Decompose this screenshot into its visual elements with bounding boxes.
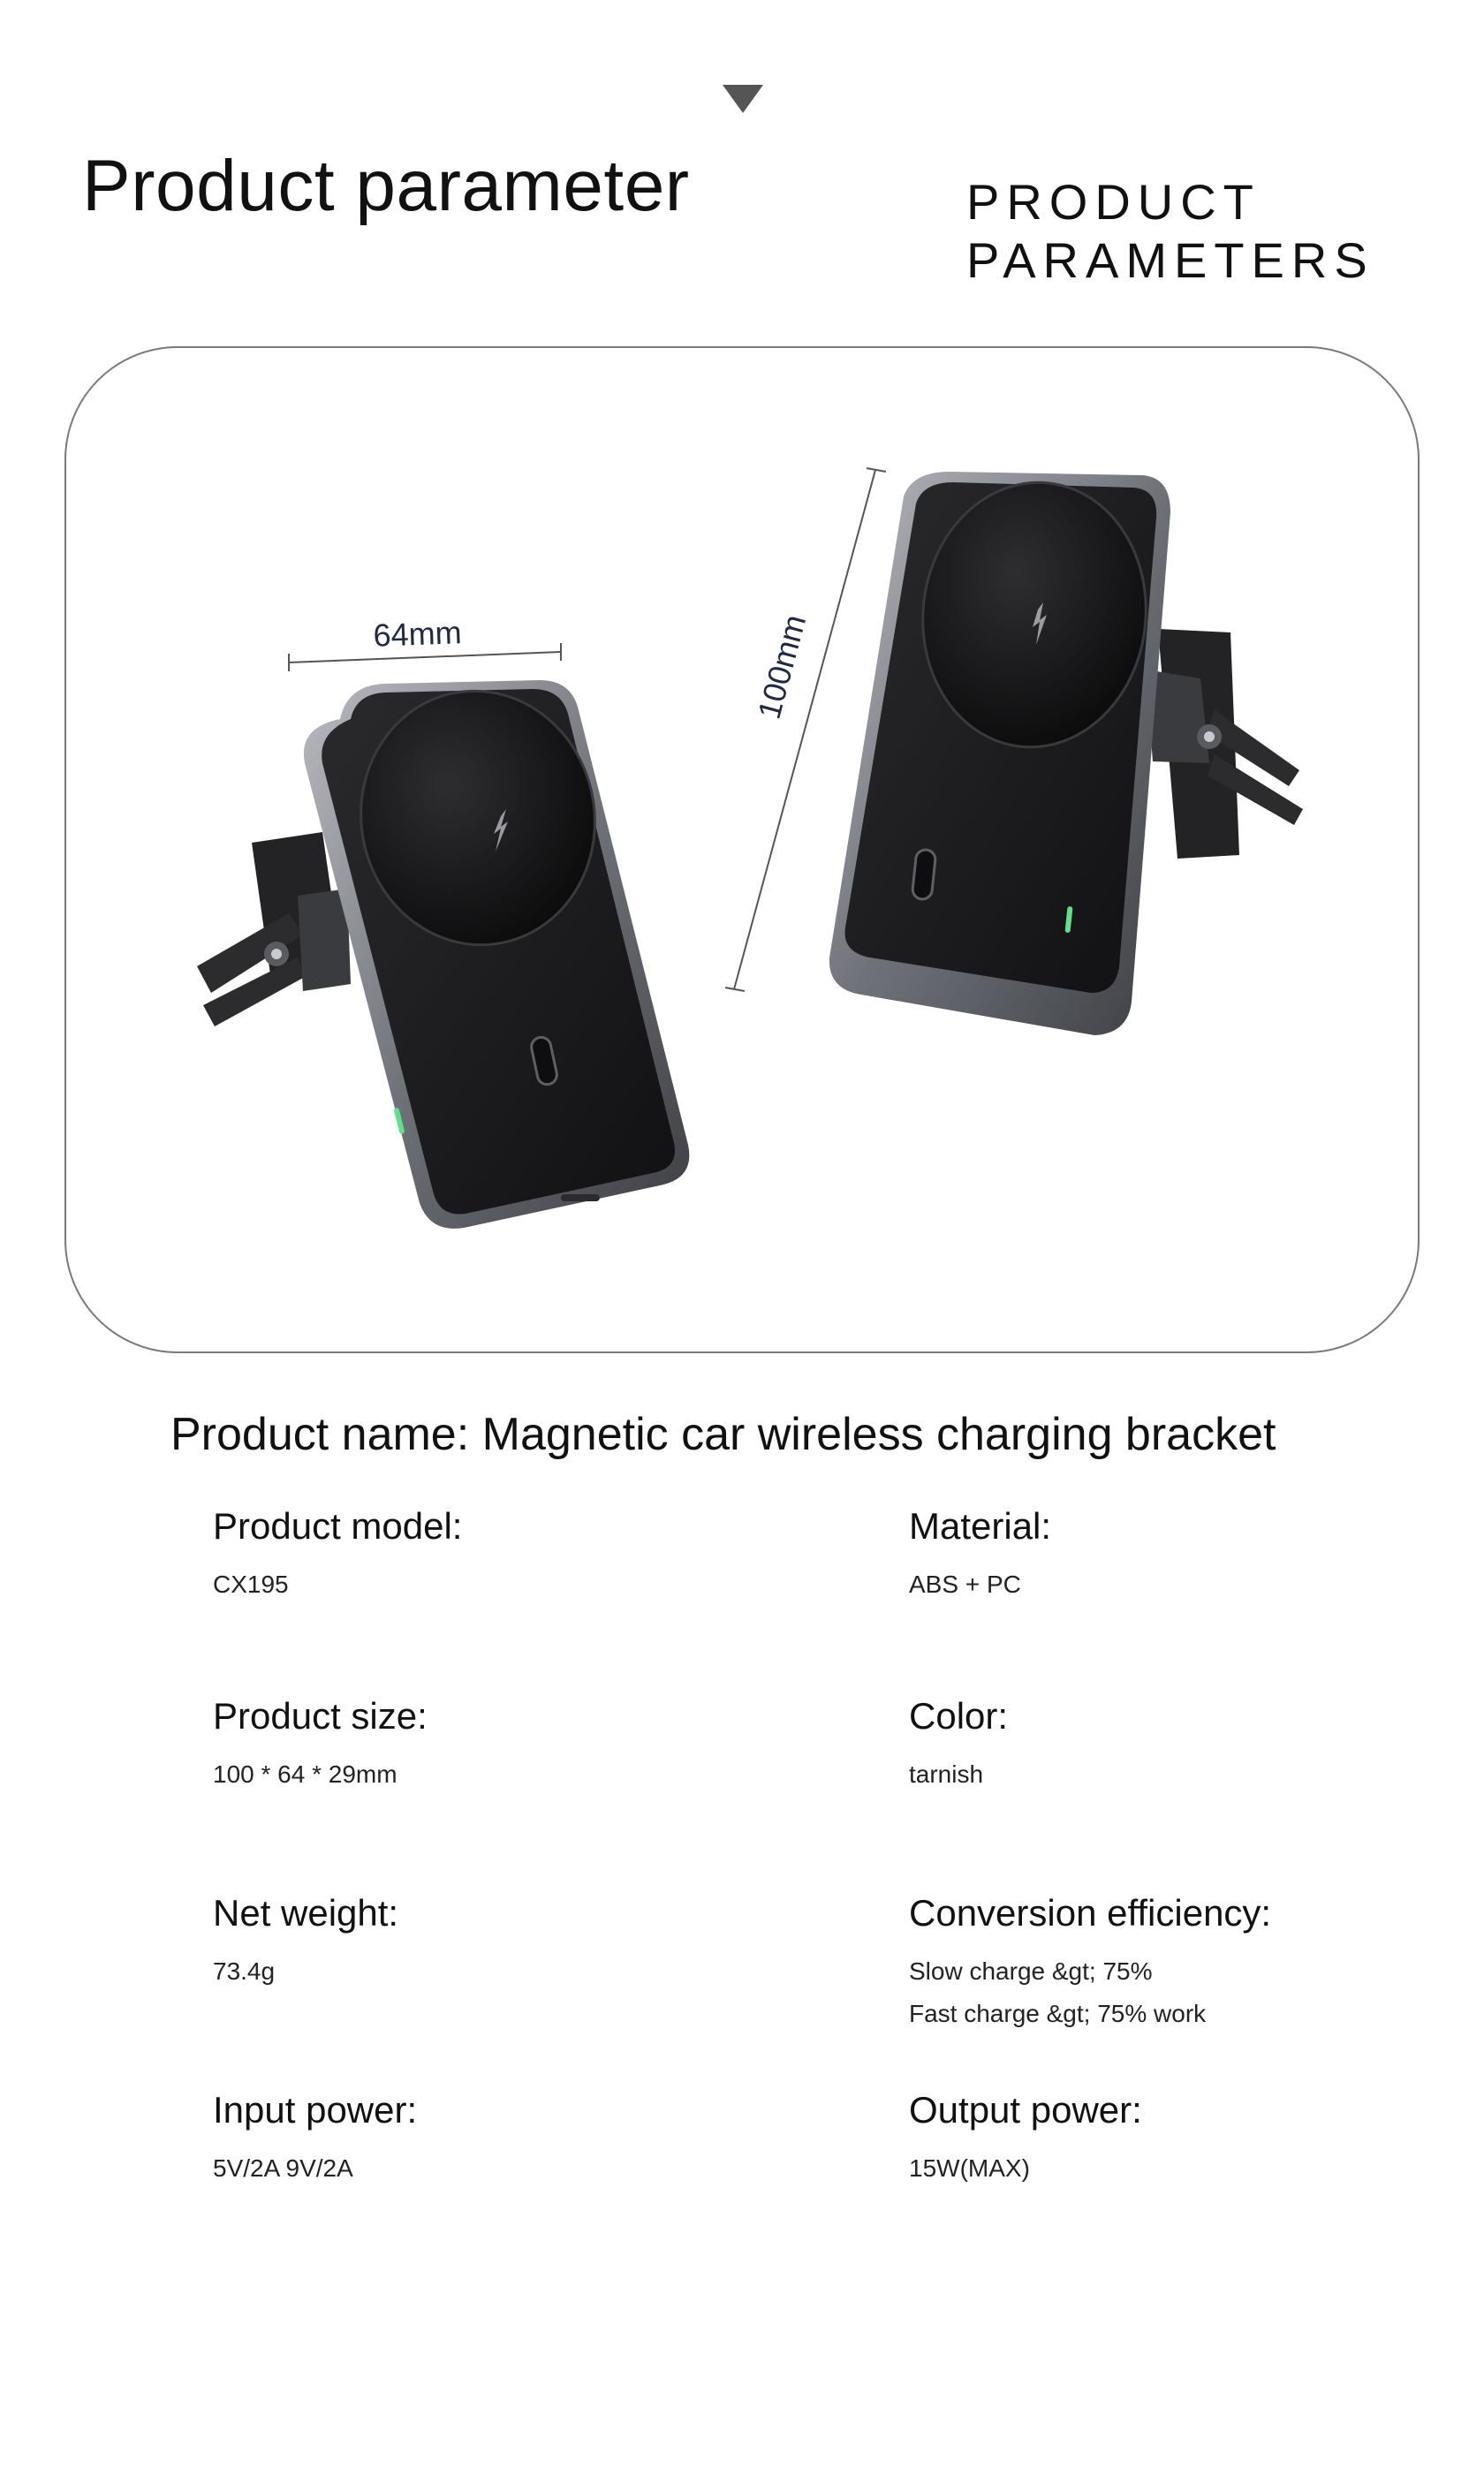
height-label: 100mm xyxy=(750,610,814,723)
param-value-line: Fast charge &gt; 75% work xyxy=(909,2000,1207,2027)
param-output-power xyxy=(909,2087,1142,2190)
product-name: Product name: Magnetic car wireless charging bracket xyxy=(170,1409,1276,1460)
param-value: CX195 xyxy=(213,1571,289,1598)
param-conversion-efficiency xyxy=(909,1890,1271,2035)
device-left xyxy=(197,672,689,1229)
param-value: 15W(MAX) xyxy=(909,2154,1030,2182)
param-value-line: Slow charge &gt; 75% xyxy=(909,1957,1153,1985)
param-label: Product size: xyxy=(213,1695,428,1737)
page-subtitle xyxy=(966,173,1374,290)
param-material xyxy=(909,1503,1051,1606)
param-input-power xyxy=(213,2087,417,2190)
param-color xyxy=(909,1693,1008,1796)
param-product-model xyxy=(213,1503,462,1606)
width-dimension xyxy=(289,614,561,671)
param-label: Input power: xyxy=(213,2089,418,2131)
param-value: tarnish xyxy=(909,1760,984,1788)
param-product-size xyxy=(213,1693,428,1796)
vent-clip-right xyxy=(1146,629,1303,859)
product-illustration xyxy=(66,348,1420,1353)
product-image-frame xyxy=(64,346,1420,1353)
param-label: Material: xyxy=(909,1505,1052,1547)
param-label: Color: xyxy=(909,1695,1009,1737)
param-value: 100 * 64 * 29mm xyxy=(213,1760,398,1788)
param-label: Net weight: xyxy=(213,1892,399,1934)
param-value: 5V/2A 9V/2A xyxy=(213,2154,353,2182)
triangle-down-icon xyxy=(723,85,763,113)
page-subtitle-line-2: PARAMETERS xyxy=(966,232,1374,288)
param-net-weight xyxy=(213,1890,398,1993)
vent-clip-left xyxy=(197,832,351,1026)
param-value: ABS + PC xyxy=(909,1571,1021,1598)
param-label: Output power: xyxy=(909,2089,1142,2131)
width-label: 64mm xyxy=(372,614,463,654)
page-title: Product parameter xyxy=(82,146,690,226)
power-button xyxy=(912,849,936,900)
param-label: Conversion efficiency: xyxy=(909,1892,1272,1934)
device-right xyxy=(829,472,1303,1035)
page-subtitle-line-1: PRODUCT xyxy=(966,174,1261,230)
param-value: 73.4g xyxy=(213,1957,276,1985)
param-label: Product model: xyxy=(213,1505,463,1547)
param-value xyxy=(909,1950,1271,2035)
